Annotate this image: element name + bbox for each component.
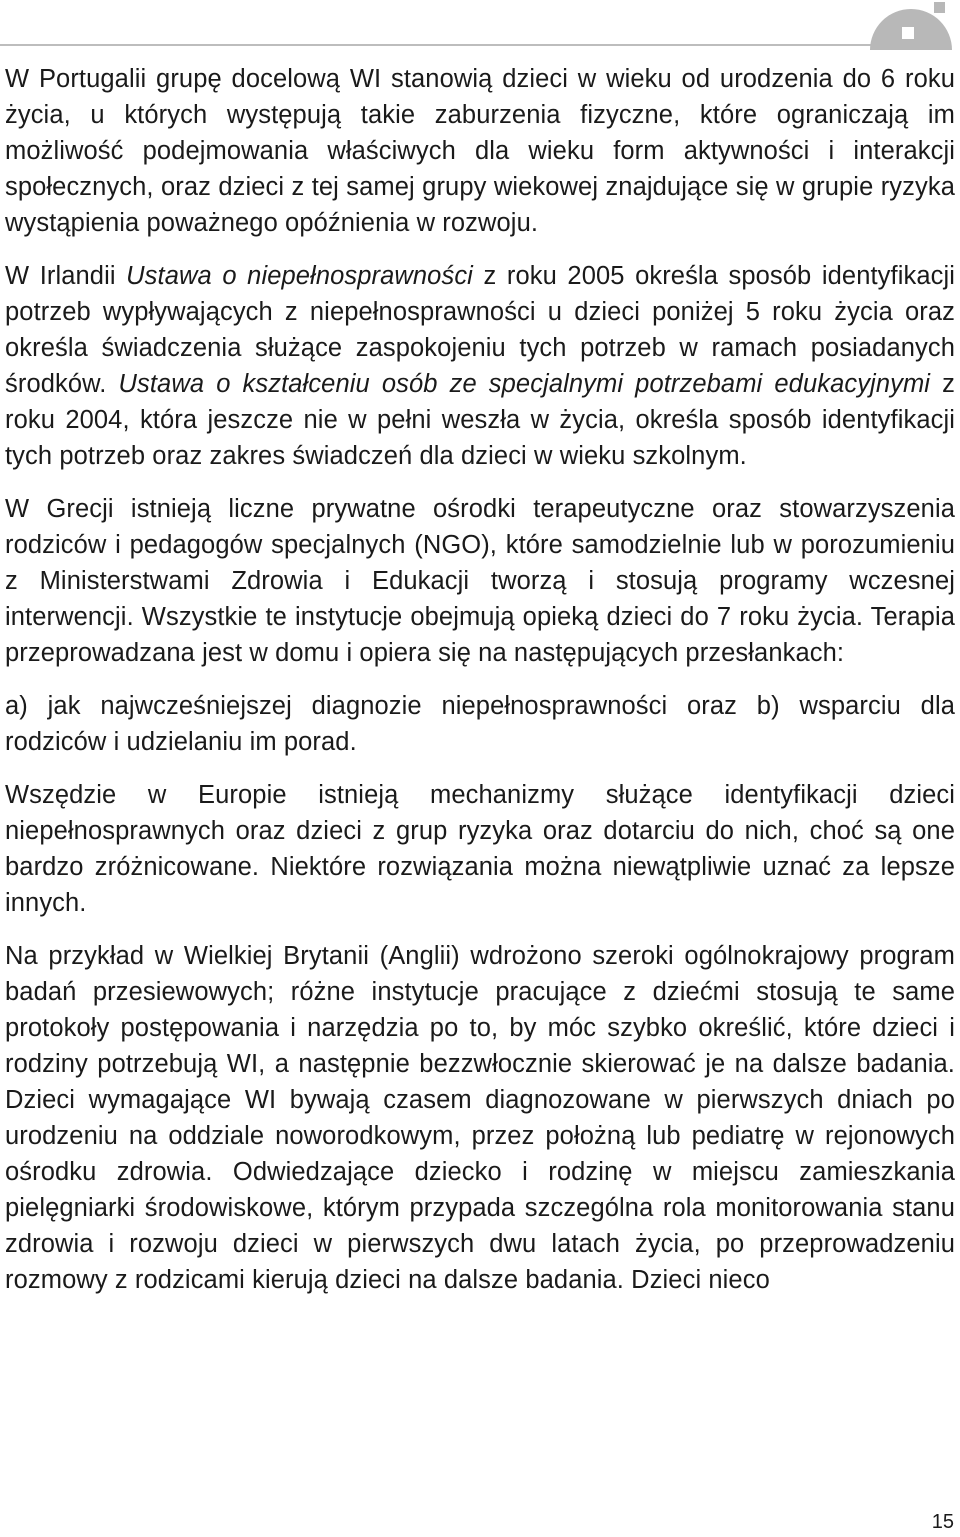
- header-logo-icon: [862, 0, 960, 50]
- italic-title-text: Ustawa o kształceniu osób ze specjalnymi potrzebami edukacyjnymi: [118, 370, 931, 398]
- paragraph: [5, 258, 955, 474]
- paragraph: [5, 491, 955, 671]
- document-body: [5, 61, 955, 1315]
- paragraph-text: Na przykład w Wielkiej Brytanii (Anglii) wdrożono szeroki ogólnokrajowy program badań przesiewowych; różne instytucje pracujące z dziećmi stosują te same protokoły postępowania i narzędzia po to, by móc szybko określić, które dzieci i rodziny potrzebują WI, a następnie bezzwłocznie skierować je na dalsze badania. Dzieci wymagające WI bywają czasem diagnozowane w pierwszych dniach po urodzeniu na oddziale noworodkowym, przez położną lub pediatrę w rejonowych ośrodku zdrowia. Odwiedzające dziecko i rodzinę w miejscu zamieszkania pielęgniarki środowiskowe, którym przypada szczególna rola monitorowania stanu zdrowia i rozwoju dzieci w pierwszych dwu latach życia, po przeprowadzeniu rozmowy z rodzicami kierują dzieci na dalsze badania. Dzieci nieco: [5, 942, 955, 1294]
- paragraph-text: W Irlandii: [5, 262, 127, 290]
- italic-title-text: Ustawa o niepełnosprawności: [126, 262, 473, 290]
- paragraph-text: Wszędzie w Europie istnieją mechanizmy służące identyfikacji dzieci niepełnosprawnych oraz dzieci z grup ryzyka oraz dotarciu do nich, choć są one bardzo zróżnicowane. Niektóre rozwiązania można niewątpliwie uznać za lepsze innych.: [5, 781, 955, 917]
- paragraph-text: z roku 2004, która jeszcze nie w pełni weszła w życia, określa sposób identyfikacji tych potrzeb oraz zakres świadczeń dla dzieci w wieku szkolnym.: [5, 370, 955, 470]
- paragraph-text: a) jak najwcześniejszej diagnozie niepełnosprawności oraz b) wsparciu dla rodziców i udzielaniu im porad.: [5, 692, 955, 756]
- paragraph: [5, 61, 955, 241]
- paragraph: [5, 938, 955, 1298]
- paragraph-text: W Grecji istnieją liczne prywatne ośrodki terapeutyczne oraz stowarzyszenia rodziców i pedagogów specjalnych (NGO), które samodzielnie lub w porozumieniu z Ministerstwami Zdrowia i Edukacji tworzą i stosują programy wczesnej interwencji. Wszystkie te instytucje obejmują opieką dzieci do 7 roku życia. Terapia przeprowadzana jest w domu i opiera się na następujących przesłankach:: [5, 495, 955, 667]
- paragraph: [5, 777, 955, 921]
- paragraph-text: z roku 2005 określa sposób identyfikacji potrzeb wypływających z niepełnosprawności u dzieci poniżej 5 roku życia oraz określa świadczenia służące zaspokojeniu tych potrzeb w ramach posiadanych środków.: [5, 262, 955, 398]
- paragraph: [5, 688, 955, 760]
- header-rule: [0, 44, 872, 46]
- page-number: 15: [931, 1511, 954, 1533]
- paragraph-text: W Portugalii grupę docelową WI stanowią dzieci w wieku od urodzenia do 6 roku życia, u których występują takie zaburzenia fizyczne, które ograniczają im możliwość podejmowania właściwych dla wieku form aktywności i interakcji społecznych, oraz dzieci z tej samej grupy wiekowej znajdujące się w grupie ryzyka wystąpienia poważnego opóźnienia w rozwoju.: [5, 65, 955, 237]
